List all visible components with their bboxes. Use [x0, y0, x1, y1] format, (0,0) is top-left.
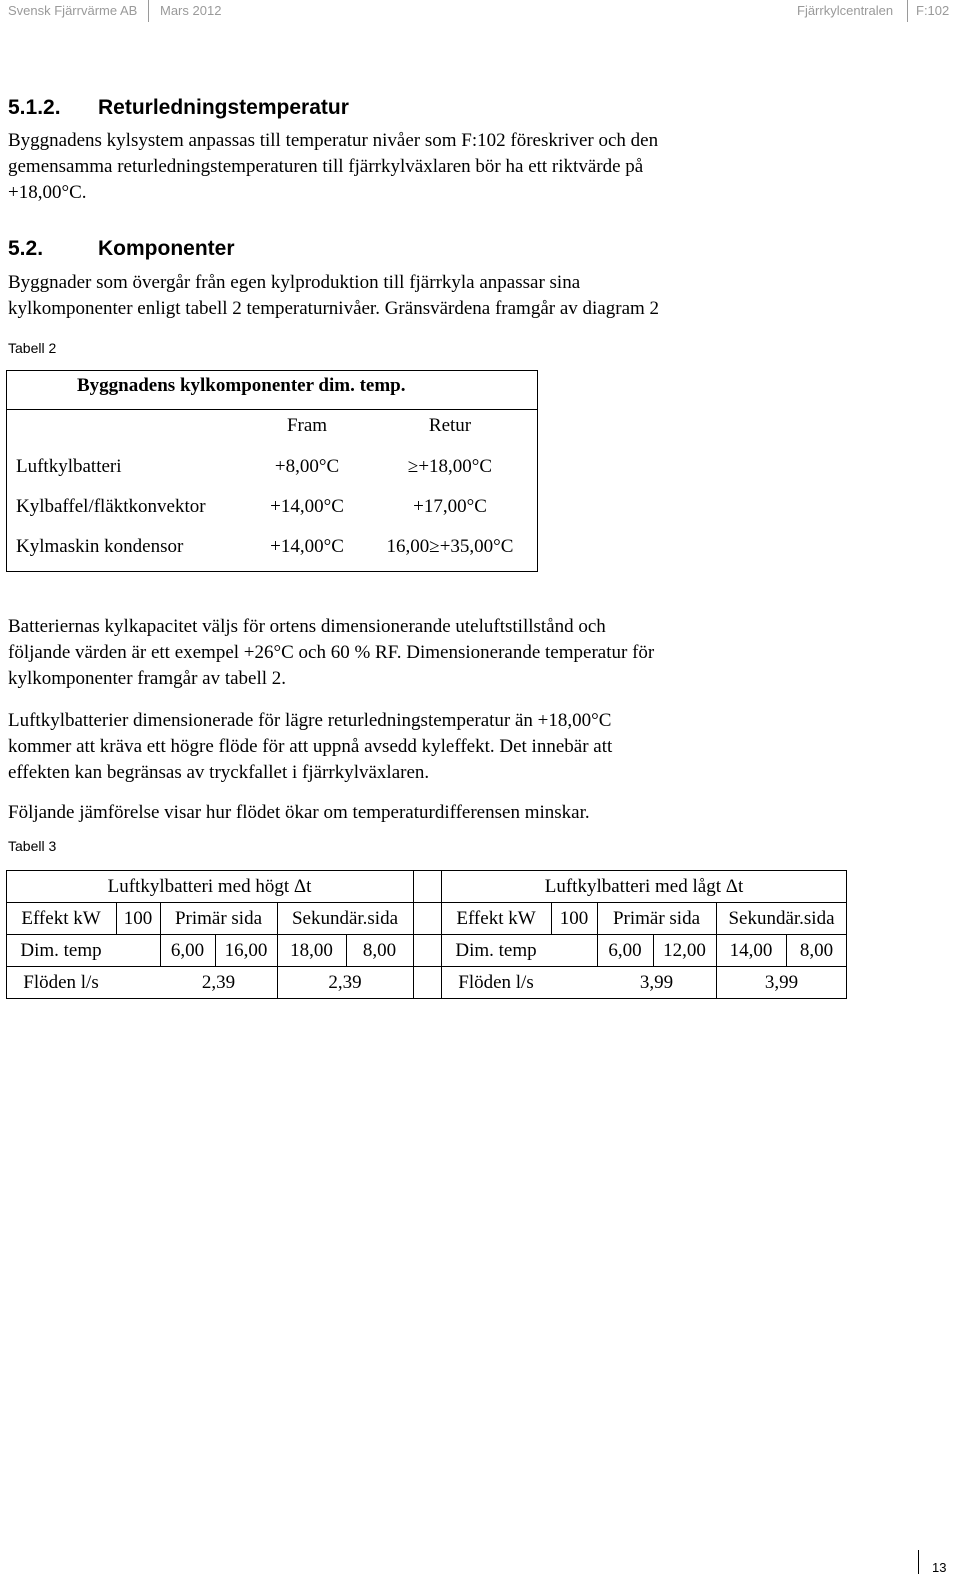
paragraph-line: kommer att kräva ett högre flöde för att uppnå avsedd kyleffekt. Det innebär att [8, 736, 613, 757]
column-header-sekundar: Sekundär.sida [728, 908, 835, 929]
row-label: Effekt kW [21, 908, 101, 929]
paragraph-returledning [8, 128, 808, 206]
paragraph-komponenter [8, 270, 808, 322]
column-header-primar: Primär sida [612, 908, 701, 929]
table-rule [6, 902, 847, 903]
page-number-rule [918, 1550, 919, 1574]
table-cell: 2,39 [328, 972, 362, 993]
table-cell: 100 [123, 908, 153, 929]
paragraph-luftkylbatterier [8, 708, 808, 786]
table-cell-fram: +14,00°C [270, 536, 344, 557]
section-heading-returledningstemperatur [8, 96, 349, 120]
column-header-sekundar: Sekundär.sida [291, 908, 399, 929]
table-rule [413, 870, 414, 999]
table-rule [6, 934, 847, 935]
header-organization: Svensk Fjärrvärme AB [8, 3, 138, 18]
paragraph-line: Byggnader som övergår från egen kylproduktion till fjärrkyla anpassar sina [8, 272, 581, 293]
section-number: 5.1.2. [8, 96, 61, 119]
table-cell: 8,00 [799, 940, 834, 961]
table-cell: 8,00 [362, 940, 397, 961]
section-title: Returledningstemperatur [98, 96, 349, 119]
paragraph-line: Luftkylbatterier dimensionerade för lägre returledningstemperatur än +18,00°C [8, 710, 612, 731]
row-label: Effekt kW [456, 908, 536, 929]
paragraph-line: kylkomponenter framgår av tabell 2. [8, 668, 287, 689]
table-title-lagt-dt: Luftkylbatteri med lågt Δt [544, 876, 744, 897]
header-date: Mars 2012 [160, 3, 222, 18]
paragraph-line: Batteriernas kylkapacitet väljs för ortens dimensionerande uteluftstillstånd och [8, 616, 606, 637]
table-title: Byggnadens kylkomponenter dim. temp. [77, 375, 406, 396]
header-document-code: F:102 [916, 3, 950, 18]
table-cell: 18,00 [290, 940, 333, 961]
paragraph-batterier [8, 614, 808, 692]
row-label: Dim. temp [455, 940, 537, 961]
paragraph-jamforelse [8, 800, 808, 826]
table-rule [6, 966, 847, 967]
table-cell: 6,00 [608, 940, 642, 961]
section-number: 5.2. [8, 237, 44, 260]
table-title-hogt-dt: Luftkylbatteri med högt Δt [107, 876, 312, 897]
table-cell-fram: +14,00°C [270, 496, 344, 517]
header-divider [907, 0, 908, 22]
row-label: Kylmaskin kondensor [16, 536, 184, 557]
table-rule [6, 409, 538, 410]
paragraph-line: Följande jämförelse visar hur flödet ökar om temperaturdifferensen minskar. [8, 802, 590, 823]
row-label: Luftkylbatteri [16, 456, 122, 477]
table-cell: 2,39 [201, 972, 236, 993]
column-header-retur: Retur [428, 415, 472, 436]
paragraph-line: +18,00°C. [8, 182, 87, 203]
header-divider [148, 0, 149, 22]
row-label: Flöden l/s [23, 972, 99, 993]
table-cell: 100 [559, 908, 589, 929]
table-cell: 3,99 [764, 972, 799, 993]
table-cell-fram: +8,00°C [274, 456, 340, 477]
row-label: Flöden l/s [458, 972, 534, 993]
table-cell-retur: ≥+18,00°C [407, 456, 493, 477]
paragraph-line: följande värden är ett exempel +26°C och 60 % RF. Dimensionerande temperatur för [8, 642, 655, 663]
paragraph-line: gemensamma returledningstemperaturen till fjärrkylväxlaren bör ha ett riktvärde på [8, 156, 644, 177]
column-header-primar: Primär sida [174, 908, 263, 929]
table-cell: 16,00 [224, 940, 268, 961]
table-cell: 12,00 [663, 940, 706, 961]
table-cell: 6,00 [170, 940, 205, 961]
table-caption: Tabell 3 [8, 838, 57, 854]
paragraph-line: Byggnadens kylsystem anpassas till temperatur nivåer som F:102 föreskriver och den [8, 130, 659, 151]
row-label: Kylbaffel/fläktkonvektor [16, 496, 206, 517]
table-cell: 14,00 [729, 940, 773, 961]
table-cell-retur: 16,00≥+35,00°C [386, 536, 514, 557]
section-heading-komponenter [8, 237, 235, 261]
column-header-fram: Fram [286, 415, 328, 436]
page-number: 13 [932, 1560, 947, 1575]
table-caption: Tabell 2 [8, 340, 57, 356]
header-document-title: Fjärrkylcentralen [797, 3, 894, 18]
paragraph-line: kylkomponenter enligt tabell 2 temperaturnivåer. Gränsvärdena framgår av diagram 2 [8, 298, 660, 319]
section-title: Komponenter [98, 237, 235, 260]
table-cell-retur: +17,00°C [413, 496, 487, 517]
row-label: Dim. temp [20, 940, 102, 961]
paragraph-line: effekten kan begränsas av tryckfallet i fjärrkylväxlaren. [8, 762, 430, 783]
table-cell: 3,99 [639, 972, 674, 993]
